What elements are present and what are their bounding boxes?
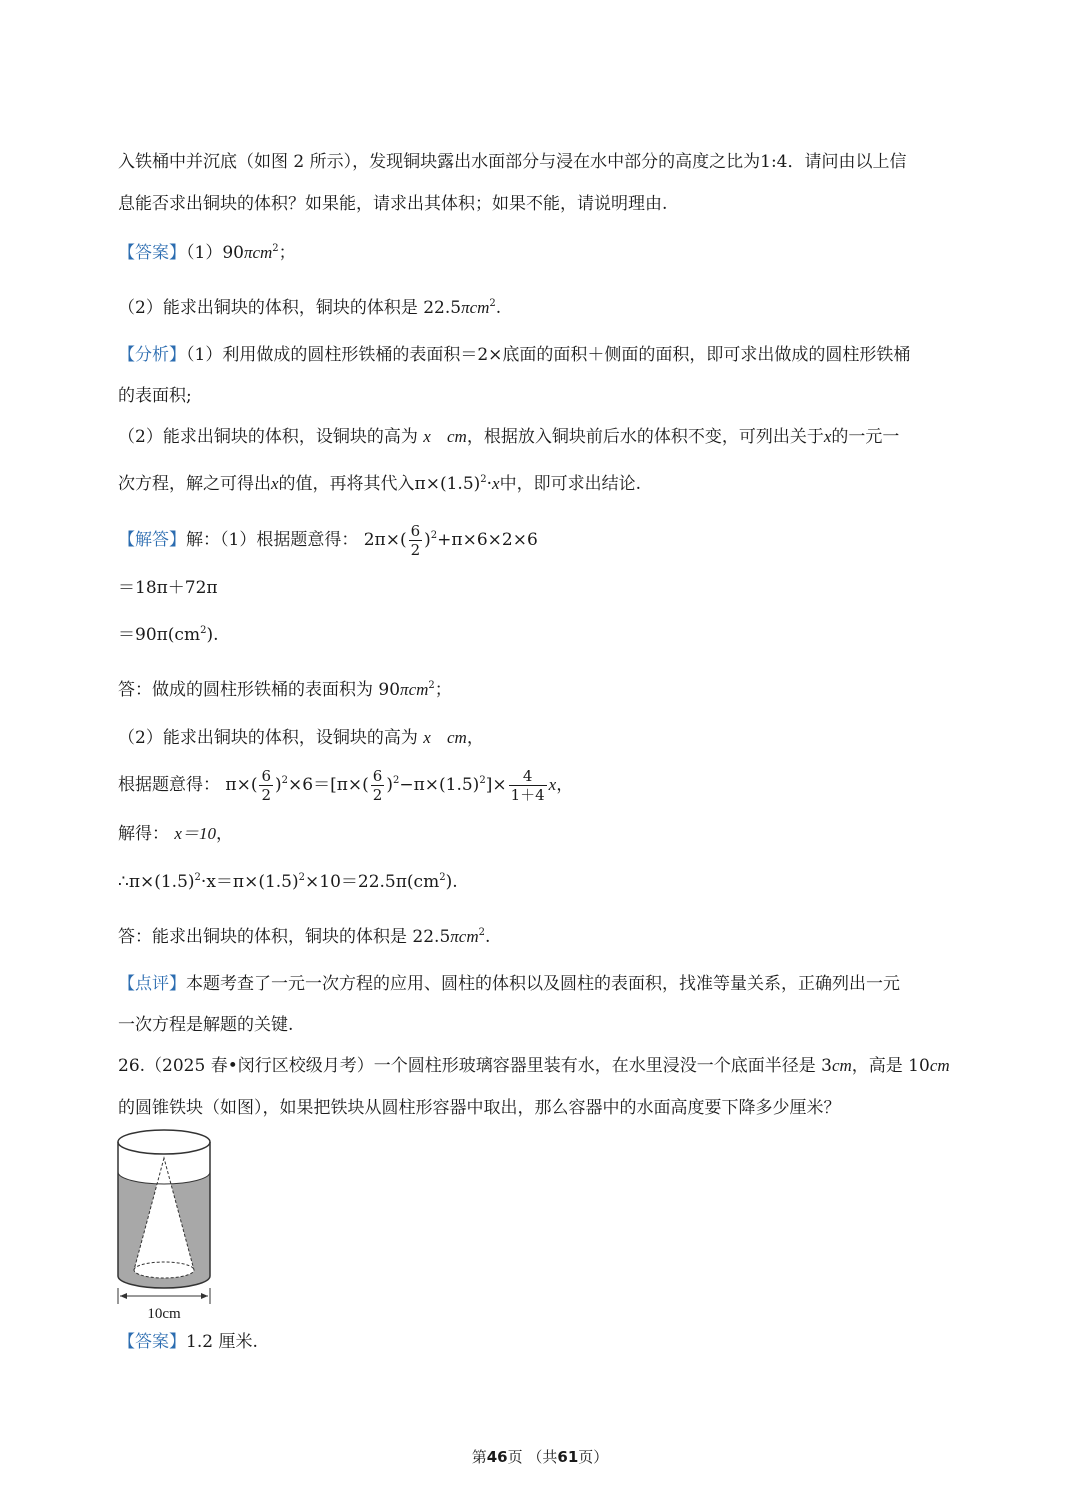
cylinder-top <box>118 1130 210 1154</box>
solution-line-3: $=90\pi(cm^2)$. <box>118 625 219 645</box>
answer-tag: 【答案】 <box>118 1332 186 1352</box>
comment-line-1: 【点评】本题考查了一元一次方程的应用、圆柱的体积以及圆柱的表面积，找准等量关系，正确列出一元 <box>118 974 900 994</box>
dimension-label: 10cm <box>147 1306 181 1322</box>
page-total: 61 <box>557 1448 579 1466</box>
text-line: 息能否求出铜块的体积？如果能，请求出其体积；如果不能，请说明理由. <box>118 194 668 214</box>
page-footer: 第46页 （共61页） <box>471 1448 609 1466</box>
solution-line-2: ＝18π＋72π <box>118 578 218 598</box>
solution-line-5: （2）能求出铜块的体积，设铜块的高为 x cm， <box>118 728 484 748</box>
comment-tag: 【点评】 <box>118 974 186 994</box>
answer-tag: 【答案】 <box>118 243 186 263</box>
solution-line-9: 答：能求出铜块的体积，铜块的体积是 22.5πcm$^2$. <box>118 927 491 947</box>
answer-line-2: （2）能求出铜块的体积，铜块的体积是 22.5πcm$^2$. <box>118 298 502 318</box>
fraction: $\frac{6}{2}$ <box>410 522 421 559</box>
analysis-line-2: 的表面积; <box>118 386 192 406</box>
arrow-right-icon <box>201 1293 208 1299</box>
analysis-tag: 【分析】 <box>118 345 186 365</box>
solution-line-4: 答：做成的圆柱形铁桶的表面积为 90πcm$^2$； <box>118 680 452 700</box>
analysis-line-1: 【分析】（1）利用做成的圆柱形铁桶的表面积＝2×底面的面积＋侧面的面积，即可求出做成的圆柱形铁桶 <box>118 345 911 365</box>
analysis-line-4: 次方程，解之可得出x的值，再将其代入$\pi\times(1.5)^2\cdot x$中，即可求出结论. <box>118 474 641 494</box>
question-26-line-1: 26.（2025 春•闵行区校级月考）一个圆柱形玻璃容器里装有水，在水里浸没一个底面半径是 3cm，高是 10cm <box>118 1056 950 1076</box>
comment-line-2: 一次方程是解题的关键. <box>118 1015 294 1035</box>
text-line: 入铁桶中并沉底（如图 2 所示），发现铜块露出水面部分与浸在水中部分的高度之比为1:4．请问由以上信 <box>118 152 907 172</box>
fraction: $\frac{6}{2}$ <box>372 767 383 804</box>
solution-line-6: 根据题意得： π×( $\frac{6}{2}$ )$^2$×6＝[π×( $\frac{6}{2}$ )$^2-\pi\times(1.5)^2]\times$ $\frac{4}{1+4}$ x， <box>118 767 574 804</box>
fraction: $\frac{6}{2}$ <box>261 767 272 804</box>
solution-tag: 【解答】 <box>118 530 186 550</box>
solution-line-1: 【解答】解：（1）根据题意得： 2π×( $\frac{6}{2}$ )$^2$+π×6×2×6 <box>118 522 538 559</box>
solution-line-7: 解得： x＝10， <box>118 824 233 844</box>
page-number: 46 <box>486 1448 508 1466</box>
cylinder-cone-figure <box>112 1128 216 1328</box>
answer-line-1: 【答案】（1）90πcm$^2$； <box>118 243 296 263</box>
fraction: $\frac{4}{1+4}$ <box>510 767 545 804</box>
solution-line-8: $\therefore\pi\times(1.5)^2\cdot x=\pi\times(1.5)^2\times 10=22.5\pi(cm^2)$. <box>118 872 458 892</box>
arrow-left-icon <box>120 1293 127 1299</box>
answer-26-line: 【答案】1.2 厘米. <box>118 1332 258 1352</box>
analysis-line-3: （2）能求出铜块的体积，设铜块的高为 x cm，根据放入铜块前后水的体积不变，可列出关于x的一元一 <box>118 427 900 447</box>
question-26-line-2: 的圆锥铁块（如图），如果把铁块从圆柱形容器中取出，那么容器中的水面高度要下降多少厘米？ <box>118 1098 841 1118</box>
